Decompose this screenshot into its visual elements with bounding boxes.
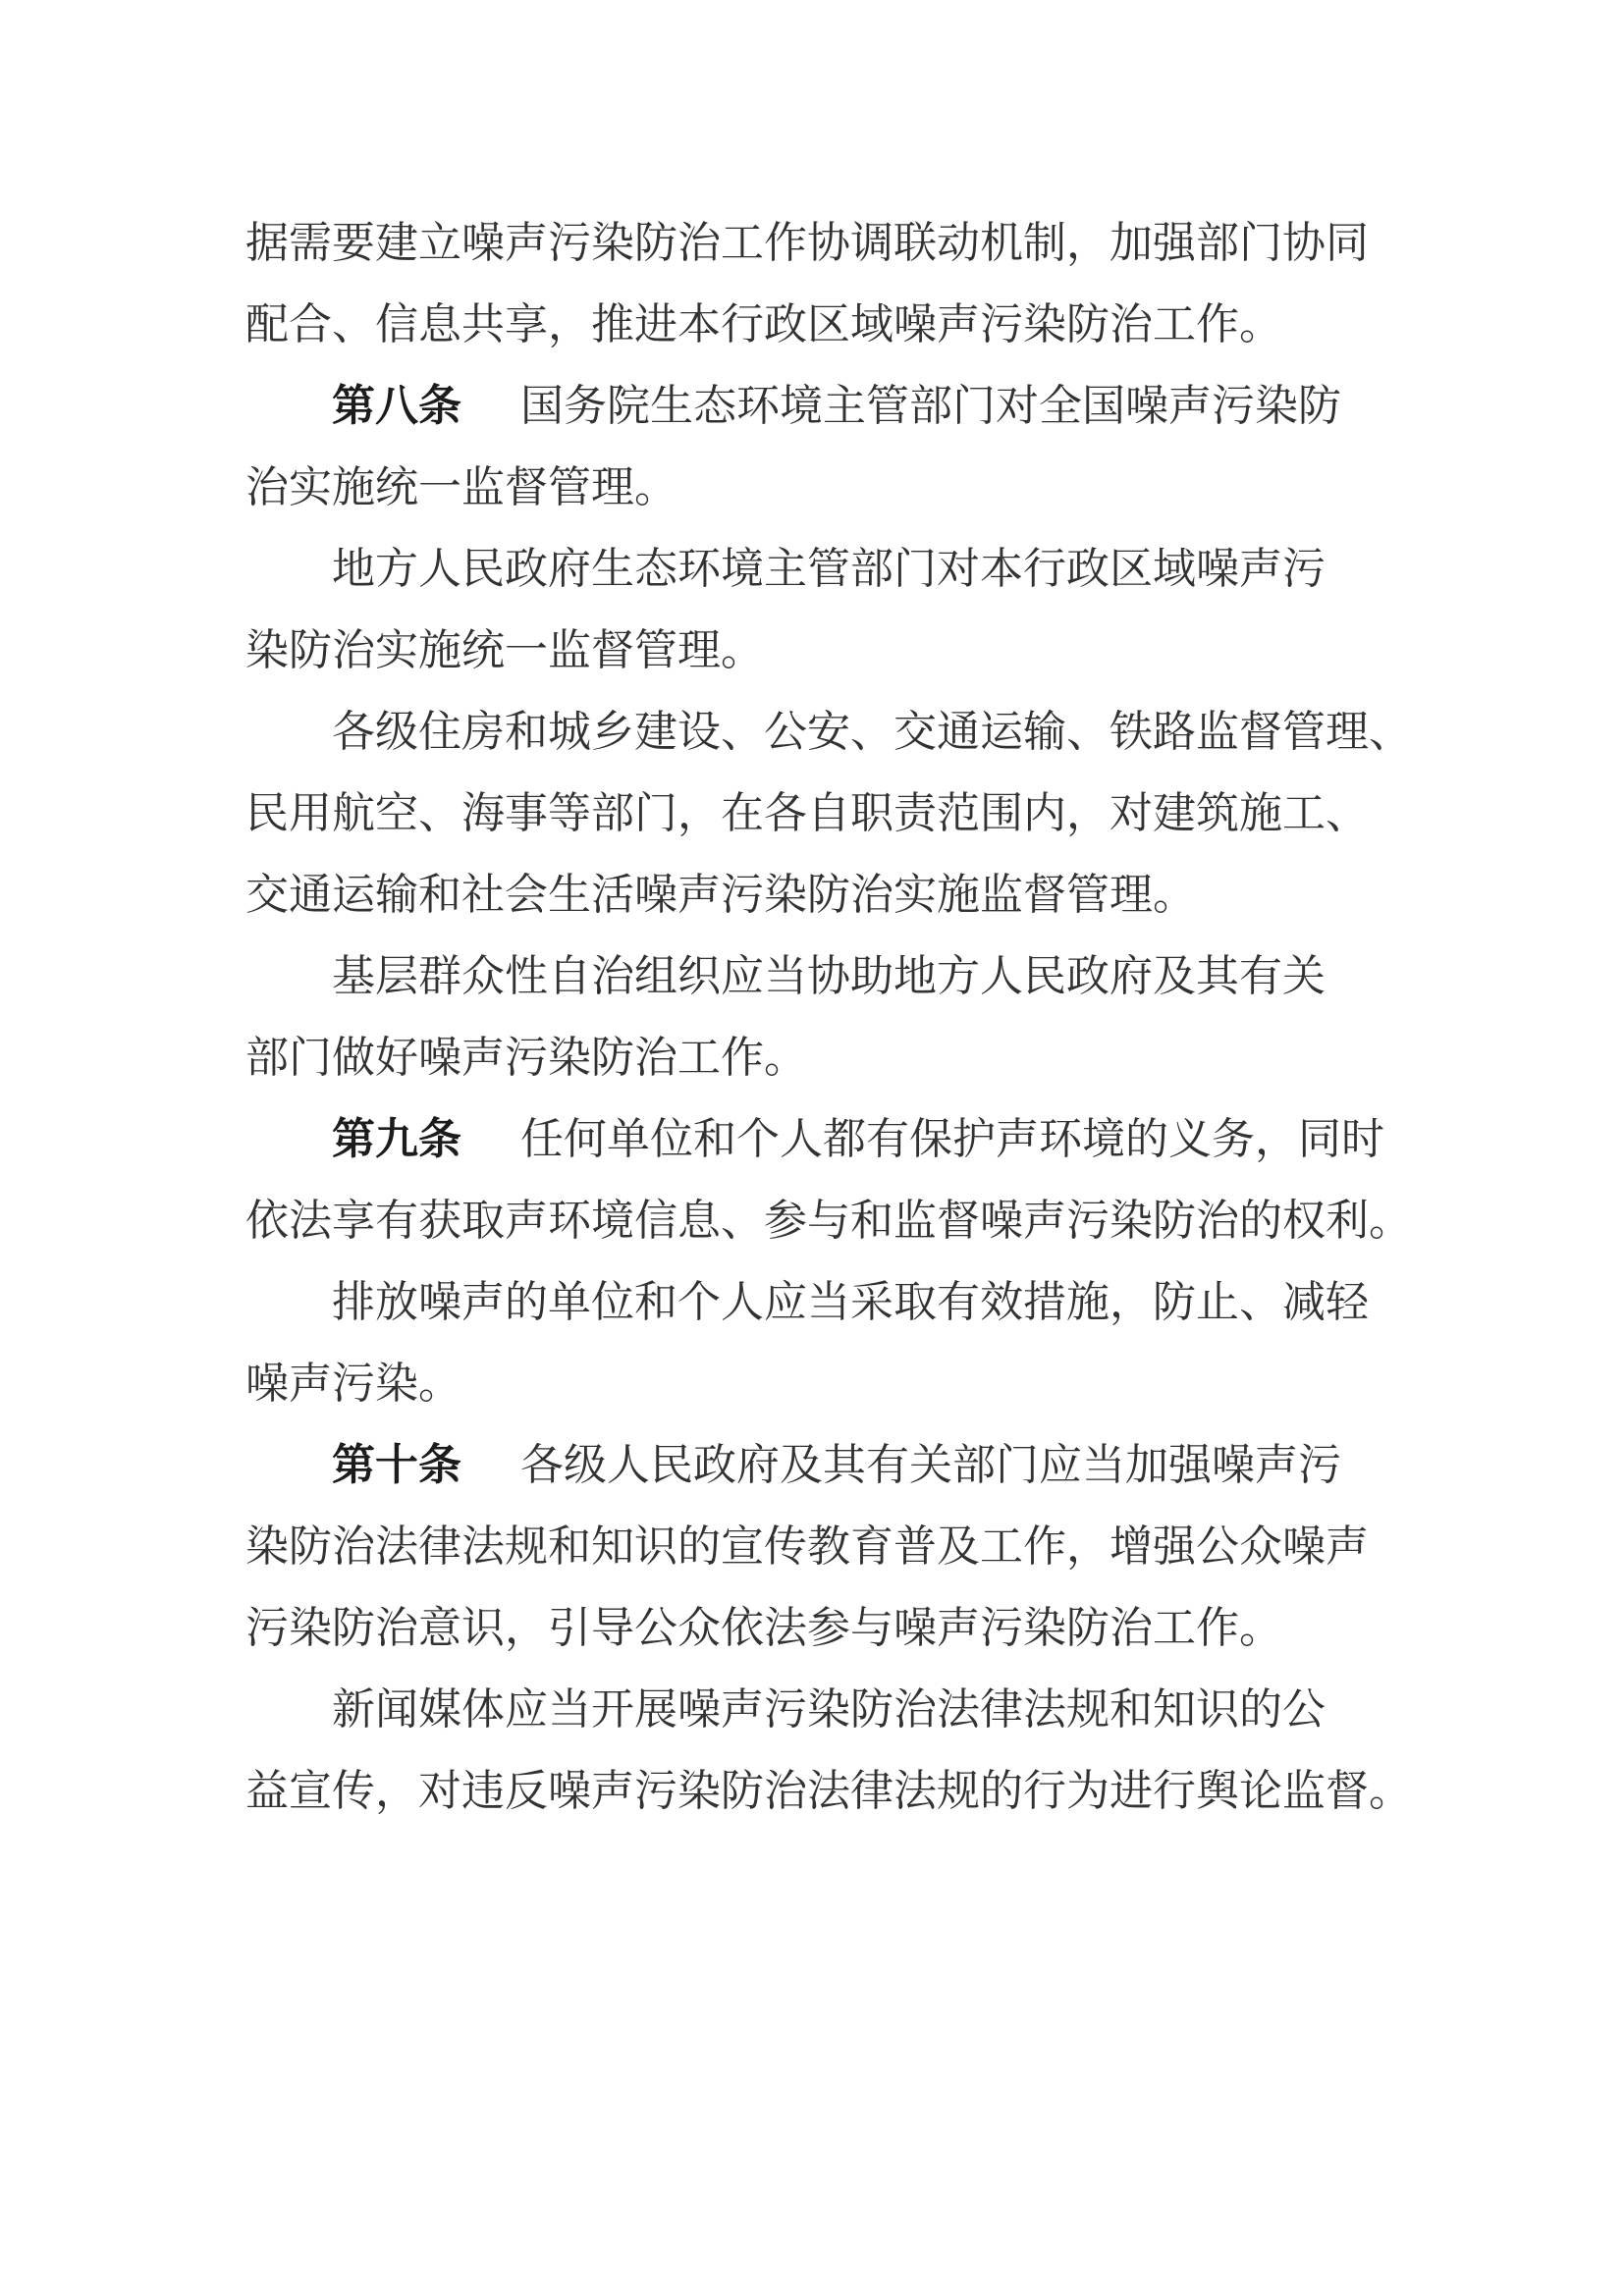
line-text: 任何单位和个人都有保护声环境的义务，同时	[520, 1115, 1384, 1163]
text-line	[245, 1180, 1483, 1261]
text-line	[245, 365, 1483, 447]
text-line	[245, 1587, 1483, 1669]
text-line	[245, 1424, 1483, 1506]
line-text: 排放噪声的单位和个人应当采取有效措施，防止、减轻	[332, 1278, 1369, 1326]
document-text-block	[245, 202, 1483, 1832]
text-line	[245, 610, 1483, 691]
article-number: 第八条	[332, 382, 461, 430]
line-text: 民用航空、海事等部门，在各自职责范围内，对建筑施工、	[245, 789, 1369, 837]
line-text: 配合、信息共享，推进本行政区域噪声污染防治工作。	[245, 300, 1282, 348]
line-text: 各级人民政府及其有关部门应当加强噪声污	[520, 1441, 1341, 1489]
text-line	[245, 1098, 1483, 1180]
line-text: 国务院生态环境主管部门对全国噪声污染防	[520, 382, 1341, 430]
text-line	[245, 691, 1483, 773]
line-text: 据需要建立噪声污染防治工作协调联动机制，加强部门协同	[245, 219, 1369, 267]
text-line	[245, 447, 1483, 528]
line-text: 治实施统一监督管理。	[245, 463, 677, 511]
text-line	[245, 773, 1483, 854]
line-text: 新闻媒体应当开展噪声污染防治法律法规和知识的公	[332, 1685, 1326, 1734]
article-number: 第九条	[332, 1115, 461, 1163]
line-text: 地方人民政府生态环境主管部门对本行政区域噪声污	[332, 545, 1326, 593]
article-number: 第十条	[332, 1441, 461, 1489]
line-text: 益宣传，对违反噪声污染防治法律法规的行为进行舆论监督。	[245, 1767, 1412, 1815]
line-text: 部门做好噪声污染防治工作。	[245, 1034, 807, 1082]
line-text: 交通运输和社会生活噪声污染防治实施监督管理。	[245, 871, 1196, 919]
line-text: 依法享有获取声环境信息、参与和监督噪声污染防治的权利。	[245, 1197, 1412, 1245]
text-line	[245, 854, 1483, 935]
text-line	[245, 1261, 1483, 1343]
text-line	[245, 1017, 1483, 1098]
line-text: 各级住房和城乡建设、公安、交通运输、铁路监督管理、	[332, 708, 1412, 756]
line-text: 噪声污染。	[245, 1360, 461, 1408]
text-line	[245, 284, 1483, 365]
text-line	[245, 1750, 1483, 1832]
text-line	[245, 202, 1483, 284]
text-line	[245, 935, 1483, 1017]
text-line	[245, 1343, 1483, 1424]
text-line	[245, 528, 1483, 610]
line-text: 染防治实施统一监督管理。	[245, 626, 764, 674]
text-line	[245, 1506, 1483, 1587]
text-line	[245, 1669, 1483, 1750]
line-text: 基层群众性自治组织应当协助地方人民政府及其有关	[332, 952, 1326, 1000]
line-text: 污染防治意识，引导公众依法参与噪声污染防治工作。	[245, 1604, 1282, 1652]
line-text: 染防治法律法规和知识的宣传教育普及工作，增强公众噪声	[245, 1522, 1369, 1571]
